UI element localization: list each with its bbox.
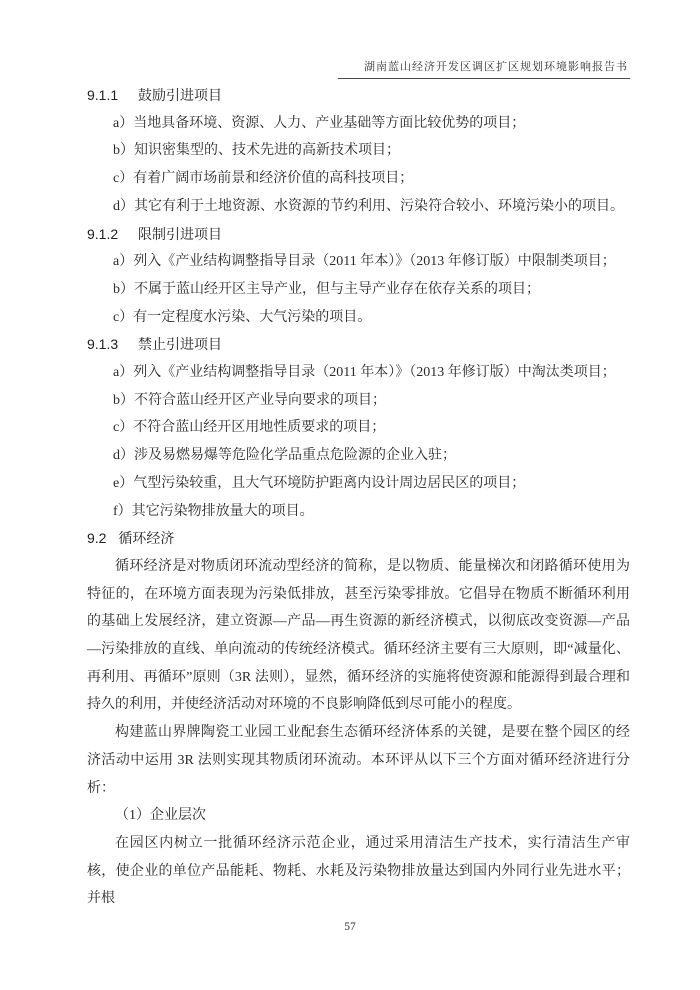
list-item: a）当地具备环境、资源、人力、产业基础等方面比较优势的项目； — [113, 115, 526, 131]
page-header — [87, 58, 630, 79]
list-item: a）列入《产业结构调整指导目录（2011 年本）》（2013 年修订版）中淘汰类项目； — [113, 365, 616, 381]
section-title: 鼓励引进项目 — [138, 87, 223, 103]
section-title: 循环经济 — [118, 530, 175, 547]
sub-heading-enterprise-level: （1）企业层次 — [115, 808, 206, 824]
list-item: b）不属于蓝山经开区主导产业，但与主导产业存在依存关系的项目； — [113, 281, 540, 297]
list-item: a）列入《产业结构调整指导目录（2011 年本）》（2013 年修订版）中限制类项目； — [113, 254, 616, 270]
section-number: 9.2 — [87, 530, 107, 547]
list-item: d）涉及易燃易爆等危险化学品重点危险源的企业入驻； — [113, 448, 456, 464]
section-title: 禁止引进项目 — [138, 336, 223, 353]
body-paragraph: 循环经济是对物质闭环流动型经济的简称，是以物质、能量梯次和闭路循环使用为特征的，在环境方面表现为污染低排放，甚至污染零排放。它倡导在物质不断循环利用的基础上发展经济，建立资源—产品—再生资源的新经济模式，以彻底改变资源—产品—污染排放的直线、单向流动的传统经济模式。循环经济主要有三大原则，即“减量化、再利用、再循环”原则（3R 法则），显然，循环经济的实施将使资源和能源得到最合理和持久的利用，并使经济活动对环境的不良影响降低到尽可能小的程度。 — [87, 558, 630, 713]
list-item: e）气型污染较重，且大气环境防护距离内设计周边居民区的项目； — [113, 475, 526, 491]
section-number: 9.1.3 — [87, 336, 119, 353]
section-number: 9.1.2 — [87, 225, 119, 242]
document-content — [87, 82, 630, 913]
page-number: 57 — [344, 921, 356, 933]
section-heading-9-1-1 — [87, 82, 630, 110]
list-item: b）不符合蓝山经开区产业导向要求的项目； — [113, 392, 386, 408]
section-heading-9-1-2 — [87, 221, 630, 249]
section-number: 9.1.1 — [87, 87, 119, 103]
list-item: c）不符合蓝山经开区用地性质要求的项目； — [113, 420, 386, 436]
list-item: f）其它污染物排放量大的项目。 — [113, 503, 314, 519]
page-footer — [0, 921, 700, 933]
body-paragraph: 在园区内树立一批循环经济示范企业，通过采用清洁生产技术，实行清洁生产审核，使企业的单位产品能耗、物耗、水耗及污染物排放量达到国内外同行业先进水平；并根 — [87, 835, 630, 907]
header-title: 湖南蓝山经济开发区调区扩区规划环境影响报告书 — [338, 58, 630, 79]
section-title: 限制引进项目 — [138, 225, 223, 242]
list-item: b）知识密集型的、技术先进的高新技术项目； — [113, 143, 400, 159]
body-paragraph: 构建蓝山界牌陶瓷工业园工业配套生态循环经济体系的关键，是要在整个园区的经济活动中运用 3R 法则实现其物质闭环流动。本环评从以下三个方面对循环经济进行分析： — [87, 725, 630, 796]
section-heading-9-2 — [87, 525, 630, 553]
section-heading-9-1-3 — [87, 331, 630, 359]
list-item: c）有一定程度水污染、大气污染的项目。 — [113, 309, 372, 325]
list-item: c）有着广阔市场前景和经济价值的高科技项目； — [113, 171, 414, 187]
list-item: d）其它有利于土地资源、水资源的节约利用、污染符合较小、环境污染小的项目。 — [113, 198, 624, 214]
